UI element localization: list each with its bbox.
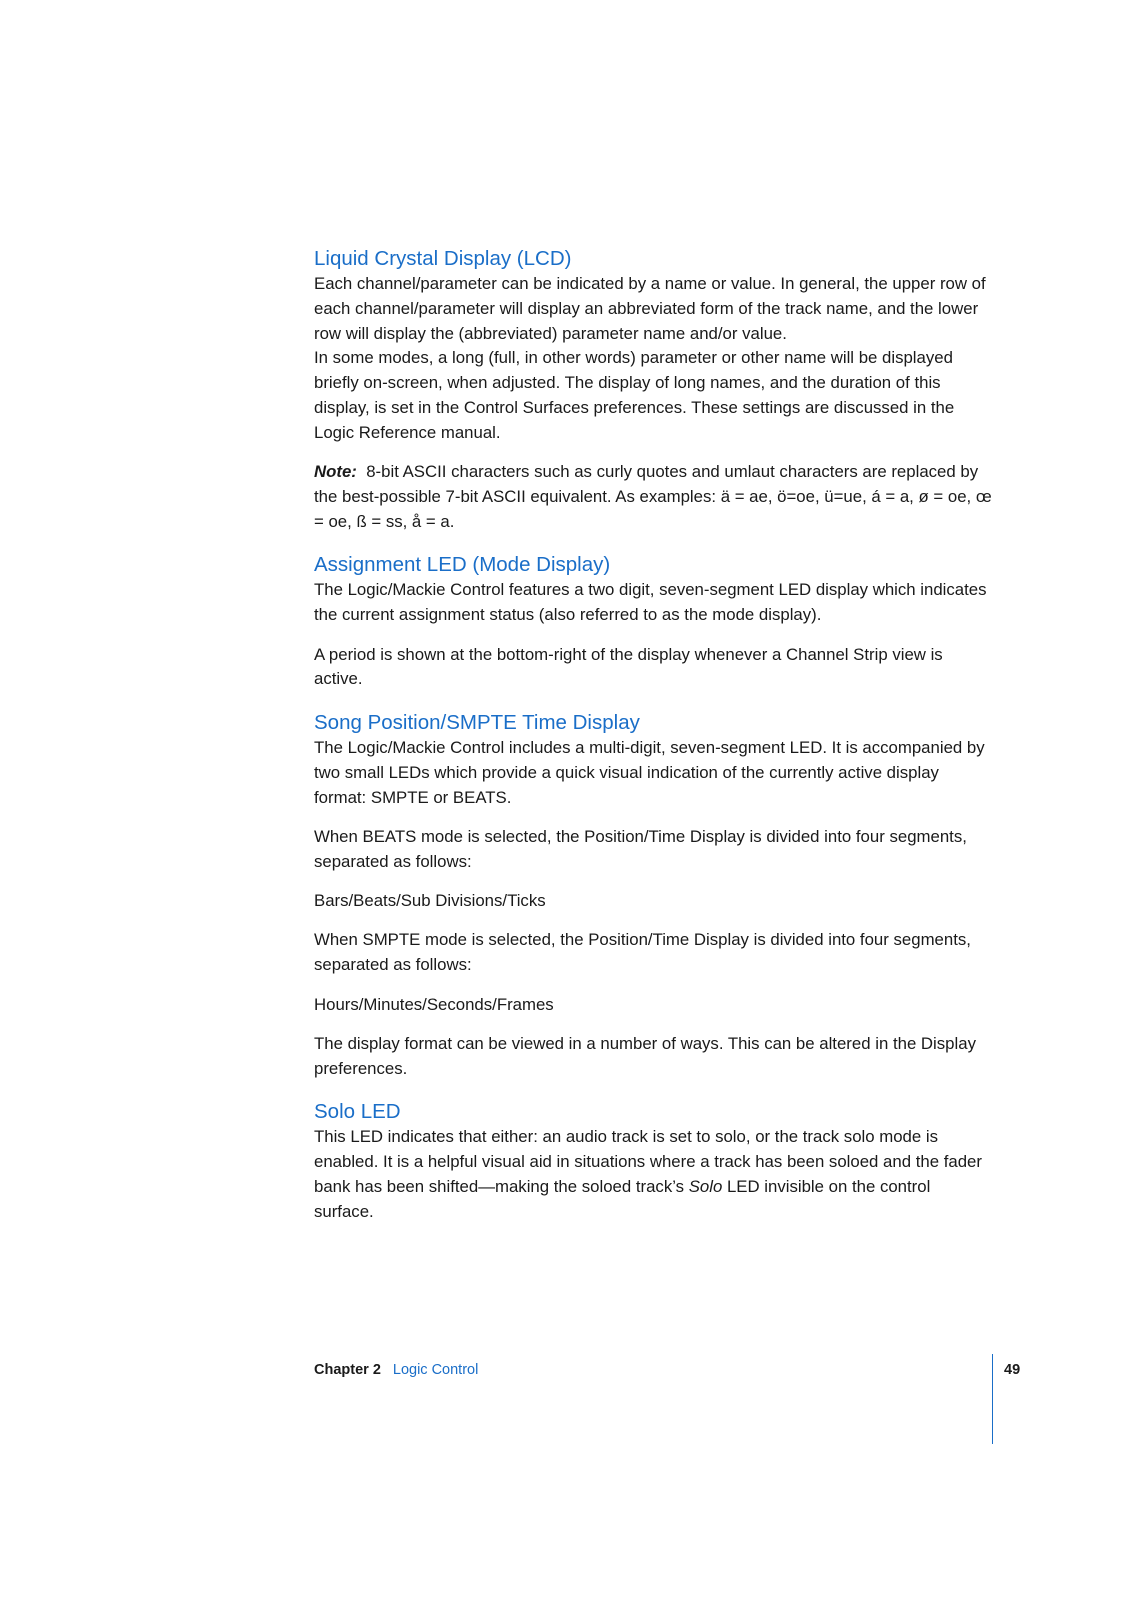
song-position-paragraph-4: When SMPTE mode is selected, the Position/Time Display is divided into four segments, separated as follows: xyxy=(314,930,971,975)
solo-italic: Solo xyxy=(688,1177,723,1197)
lcd-paragraph-2: In some modes, a long (full, in other words) parameter or other name will be displayed briefly on-screen, when adjusted. The display of long names, and the duration of this display, is set in the Control Surfaces preferences. These settings are discussed in the Logic Reference manual. xyxy=(314,348,955,442)
assignment-paragraph-1: The Logic/Mackie Control features a two digit, seven-segment LED display which indicates the current assignment status (also referred to as the mode display). xyxy=(314,580,987,625)
lcd-note xyxy=(314,460,994,534)
solo-led-paragraph xyxy=(314,1125,994,1224)
section-heading-lcd: Liquid Crystal Display (LCD) xyxy=(314,247,572,270)
footer-divider xyxy=(992,1354,993,1444)
chapter-label: Chapter 2 xyxy=(314,1362,381,1378)
note-label: Note: xyxy=(314,462,357,482)
song-position-paragraph-2: When BEATS mode is selected, the Position/Time Display is divided into four segments, separated as follows: xyxy=(314,827,967,871)
note-text: 8-bit ASCII characters such as curly quotes and umlaut characters are replaced by the best-possible 7-bit ASCII equivalent. As examples: ä = ae, ö=oe, ü=ue, á = a, ø = oe, œ = oe, ß = ss, å = a. xyxy=(314,462,992,531)
section-heading-solo-led: Solo LED xyxy=(314,1100,401,1124)
section-heading-song-position: Song Position/SMPTE Time Display xyxy=(314,711,640,735)
page-footer xyxy=(314,1360,1014,1380)
section-heading-assignment-led: Assignment LED (Mode Display) xyxy=(314,553,611,577)
beats-format: Bars/Beats/Sub Divisions/Ticks xyxy=(314,891,546,911)
chapter-title: Logic Control xyxy=(392,1362,479,1378)
smpte-format: Hours/Minutes/Seconds/Frames xyxy=(314,994,554,1014)
song-position-paragraph-1: The Logic/Mackie Control includes a multi-digit, seven-segment LED. It is accompanied by two small LEDs which provide a quick visual indication of the currently active display format: SMPTE or BEATS. xyxy=(314,738,985,807)
page-number: 49 xyxy=(1004,1362,1021,1378)
page-body xyxy=(314,246,994,1225)
solo-text-before: This LED indicates that either: an audio track is set to solo, or the track solo mode is enabled. It is a helpful visual aid in situations where a track has been soloed and the fader bank has been shifted—making the soloed track’s xyxy=(314,1127,982,1197)
assignment-paragraph-2: A period is shown at the bottom-right of the display whenever a Channel Strip view is active. xyxy=(314,644,943,689)
solo-text-after: LED invisible on the control surface. xyxy=(314,1177,931,1221)
lcd-paragraph-1: Each channel/parameter can be indicated by a name or value. In general, the upper row of each channel/parameter will display an abbreviated form of the track name, and the lower row will display the (abbreviated) parameter name and/or value. xyxy=(314,274,986,343)
song-position-paragraph-6: The display format can be viewed in a number of ways. This can be altered in the Display preferences. xyxy=(314,1033,976,1078)
